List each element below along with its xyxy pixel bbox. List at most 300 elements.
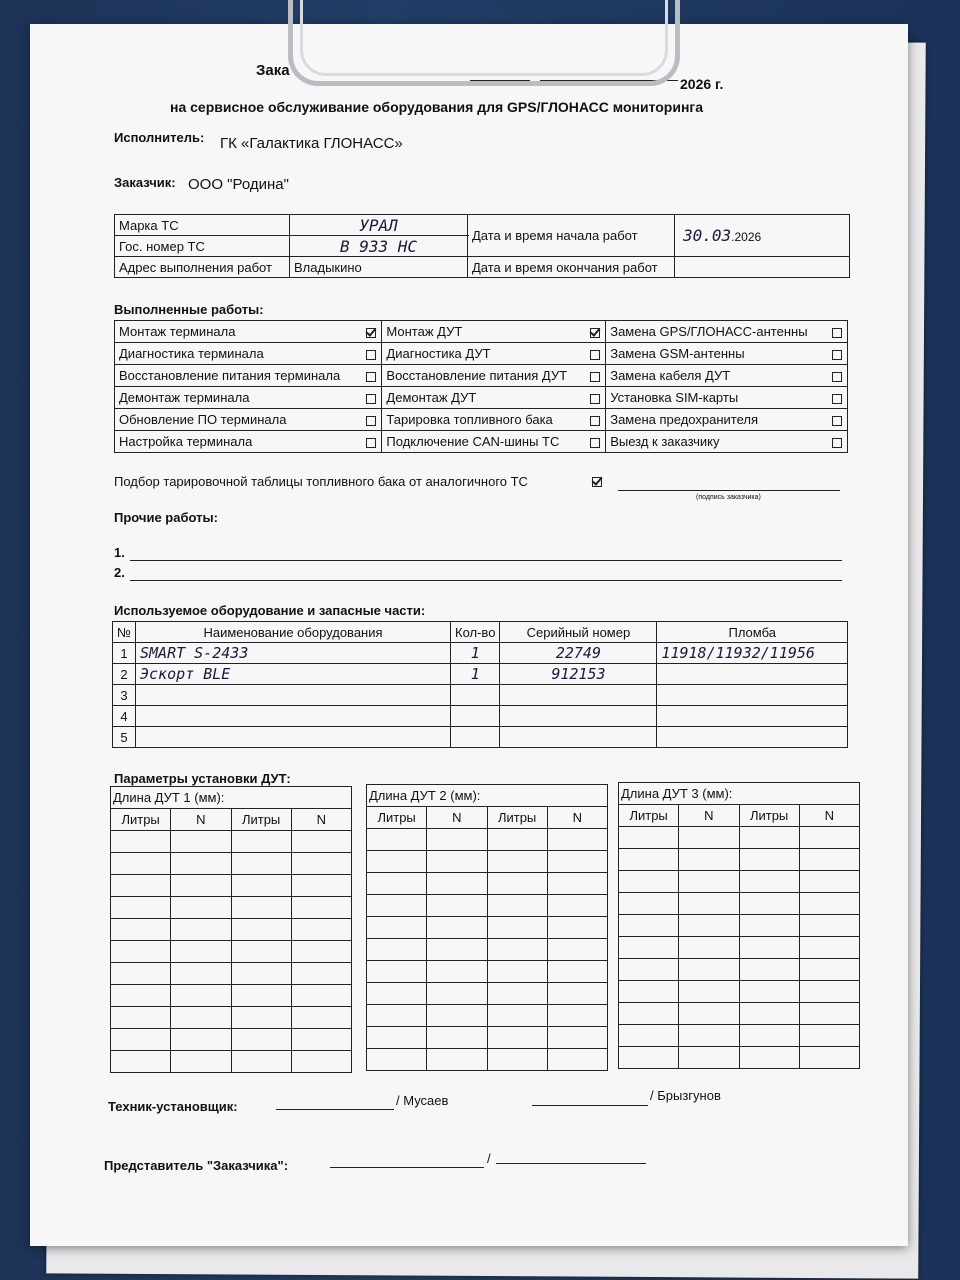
dut-cell[interactable] [427, 1005, 487, 1027]
eq-qty [451, 727, 500, 748]
dut-cell[interactable] [291, 941, 351, 963]
dut-cell[interactable] [799, 1003, 859, 1025]
eq-header-name: Наименование оборудования [136, 622, 451, 643]
work-label: Диагностика ДУТ [382, 343, 585, 365]
eq-name [136, 685, 451, 706]
customer-signature-line [618, 490, 840, 491]
dut-cell[interactable] [111, 831, 171, 853]
dut-row [111, 1007, 352, 1029]
eq-seal: 11918/11932/11956 [657, 643, 848, 664]
dut-cell[interactable] [291, 919, 351, 941]
work-label: Замена GPS/ГЛОНАСС-антенны [606, 321, 827, 343]
dut-cell[interactable] [799, 959, 859, 981]
dut-row [619, 1047, 860, 1069]
dut-cell[interactable] [619, 1047, 679, 1069]
work-checkbox-cell [361, 409, 382, 431]
dut-cell[interactable] [487, 873, 547, 895]
eq-serial: 912153 [500, 664, 657, 685]
equipment-title: Используемое оборудование и запасные части: [114, 603, 426, 618]
work-label: Замена кабеля ДУТ [606, 365, 827, 387]
technician-label: Техник-установщик: [108, 1099, 238, 1114]
eq-number: 1 [113, 643, 136, 664]
eq-header-number: № [113, 622, 136, 643]
eq-header-serial: Серийный номер [500, 622, 657, 643]
dut-cell[interactable] [111, 875, 171, 897]
dut-cell[interactable] [487, 961, 547, 983]
dut-cell[interactable] [619, 1025, 679, 1047]
work-label: Демонтаж ДУТ [382, 387, 585, 409]
work-checkbox[interactable] [590, 394, 600, 404]
dut-cell[interactable] [487, 1049, 547, 1071]
dut-row [619, 915, 860, 937]
dut-cell[interactable] [679, 827, 739, 849]
representative-separator: / [487, 1151, 491, 1166]
representative-line-2[interactable] [496, 1163, 646, 1164]
dut-cell[interactable] [547, 1027, 607, 1049]
dut-cell[interactable] [739, 871, 799, 893]
eq-header-seal: Пломба [657, 622, 848, 643]
dut-column-header: N [547, 807, 607, 829]
dut-cell[interactable] [231, 897, 291, 919]
dut-cell[interactable] [679, 849, 739, 871]
dut-cell[interactable] [679, 1047, 739, 1069]
dut-cell[interactable] [171, 897, 231, 919]
customer-label: Заказчик: [114, 175, 176, 190]
vehicle-table [114, 214, 850, 278]
equipment-row [113, 664, 848, 685]
plate-value: В 933 НС [290, 236, 468, 257]
works-row [115, 343, 848, 365]
dut-cell[interactable] [427, 829, 487, 851]
dut-cell[interactable] [427, 983, 487, 1005]
dut-cell[interactable] [367, 895, 427, 917]
dut-cell[interactable] [799, 981, 859, 1003]
dut-column-header: Литры [487, 807, 547, 829]
work-checkbox[interactable] [832, 350, 842, 360]
dut-cell[interactable] [487, 939, 547, 961]
dut-cell[interactable] [171, 919, 231, 941]
dut-cell[interactable] [799, 893, 859, 915]
work-checkbox[interactable] [832, 372, 842, 382]
dut-column-header: Литры [367, 807, 427, 829]
dut-cell[interactable] [739, 1047, 799, 1069]
dut-cell[interactable] [799, 1047, 859, 1069]
dut-cell[interactable] [111, 897, 171, 919]
dut-column-header: Литры [619, 805, 679, 827]
dut-cell[interactable] [367, 873, 427, 895]
dut-cell[interactable] [739, 1003, 799, 1025]
dut-cell[interactable] [619, 1003, 679, 1025]
plate-label: Гос. номер ТС [115, 236, 290, 257]
dut-cell[interactable] [291, 853, 351, 875]
dut-cell[interactable] [171, 1051, 231, 1073]
work-checkbox[interactable] [832, 394, 842, 404]
dut-row [619, 1025, 860, 1047]
work-label: Демонтаж терминала [115, 387, 362, 409]
dut-cell[interactable] [171, 963, 231, 985]
other-work-1-number: 1. [114, 545, 125, 560]
work-checkbox-cell [585, 365, 606, 387]
dut-cell[interactable] [111, 1007, 171, 1029]
dut-cell[interactable] [291, 1029, 351, 1051]
dut-cell[interactable] [427, 873, 487, 895]
work-checkbox-cell [585, 409, 606, 431]
dut-cell[interactable] [739, 849, 799, 871]
eq-number: 4 [113, 706, 136, 727]
work-checkbox[interactable] [366, 372, 376, 382]
work-label: Монтаж ДУТ [382, 321, 585, 343]
dut-cell[interactable] [679, 893, 739, 915]
dut-column-header: Литры [739, 805, 799, 827]
equipment-row [113, 643, 848, 664]
dut-cell[interactable] [367, 939, 427, 961]
dut-cell[interactable] [619, 871, 679, 893]
dut-cell[interactable] [171, 875, 231, 897]
dut-row [111, 1029, 352, 1051]
dut-cell[interactable] [547, 1005, 607, 1027]
dut-cell[interactable] [487, 851, 547, 873]
work-checkbox[interactable] [590, 416, 600, 426]
dut-cell[interactable] [171, 1029, 231, 1051]
dut-cell[interactable] [739, 827, 799, 849]
dut-row [619, 893, 860, 915]
work-checkbox[interactable] [366, 394, 376, 404]
dut-cell[interactable] [799, 915, 859, 937]
work-checkbox-cell [827, 387, 848, 409]
dut-table-title: Длина ДУТ 1 (мм): [111, 787, 352, 809]
dut-row [111, 963, 352, 985]
dut-cell[interactable] [739, 937, 799, 959]
dut-row [367, 1027, 608, 1049]
other-work-2-line[interactable] [130, 580, 842, 581]
dut-cell[interactable] [679, 915, 739, 937]
calibration-checkbox[interactable] [592, 477, 602, 487]
eq-name: SMART S-2433 [136, 643, 451, 664]
dut-cell[interactable] [799, 937, 859, 959]
representative-line-1[interactable] [330, 1167, 484, 1168]
dut-row [111, 985, 352, 1007]
technician-2-line[interactable] [532, 1105, 648, 1106]
dut-cell[interactable] [231, 985, 291, 1007]
dut-row [619, 959, 860, 981]
start-year: .2026 [731, 230, 762, 244]
dut-column-header: N [291, 809, 351, 831]
dut-cell[interactable] [231, 1029, 291, 1051]
eq-seal [657, 664, 848, 685]
dut-cell[interactable] [427, 1049, 487, 1071]
technician-2-name: / Брызгунов [650, 1088, 721, 1103]
dut-column-header: Литры [111, 809, 171, 831]
start-value: 30.03 [683, 226, 732, 245]
dut-cell[interactable] [619, 937, 679, 959]
dut-row [619, 937, 860, 959]
dut-cell[interactable] [799, 1025, 859, 1047]
dut-row [111, 897, 352, 919]
works-row [115, 431, 848, 453]
dut-cell[interactable] [111, 985, 171, 1007]
dut-row [367, 917, 608, 939]
work-checkbox[interactable] [366, 438, 376, 448]
work-label: Обновление ПО терминала [115, 409, 362, 431]
dut-cell[interactable] [231, 919, 291, 941]
dut-cell[interactable] [367, 1049, 427, 1071]
eq-qty: 1 [451, 643, 500, 664]
eq-qty [451, 685, 500, 706]
dut-cell[interactable] [231, 853, 291, 875]
dut-cell[interactable] [739, 915, 799, 937]
work-checkbox-cell [585, 321, 606, 343]
eq-number: 3 [113, 685, 136, 706]
dut-row [111, 1051, 352, 1073]
dut-row [367, 829, 608, 851]
dut-cell[interactable] [487, 1027, 547, 1049]
dut-cell[interactable] [679, 1025, 739, 1047]
work-checkbox[interactable] [590, 350, 600, 360]
work-checkbox-cell [361, 343, 382, 365]
technician-1-name: / Мусаев [396, 1093, 449, 1108]
eq-seal [657, 727, 848, 748]
equipment-row [113, 727, 848, 748]
dut-row [619, 1003, 860, 1025]
address-value: Владыкино [290, 257, 468, 278]
dut-cell[interactable] [367, 1027, 427, 1049]
dut-row [111, 941, 352, 963]
dut-cell[interactable] [547, 961, 607, 983]
dut-cell[interactable] [367, 983, 427, 1005]
work-checkbox-cell [827, 431, 848, 453]
work-checkbox[interactable] [366, 416, 376, 426]
work-checkbox[interactable] [832, 416, 842, 426]
dut-row [111, 831, 352, 853]
work-label: Диагностика терминала [115, 343, 362, 365]
dut-cell[interactable] [111, 1029, 171, 1051]
other-work-2-number: 2. [114, 565, 125, 580]
dut-cell[interactable] [427, 917, 487, 939]
work-checkbox-cell [827, 343, 848, 365]
work-checkbox-cell [361, 431, 382, 453]
dut-table-1 [110, 786, 352, 1073]
eq-serial [500, 706, 657, 727]
dut-cell[interactable] [367, 1005, 427, 1027]
dut-cell[interactable] [291, 1051, 351, 1073]
work-checkbox[interactable] [590, 438, 600, 448]
end-value [675, 257, 850, 278]
dut-cell[interactable] [231, 941, 291, 963]
work-label: Тарировка топливного бака [382, 409, 585, 431]
eq-seal [657, 706, 848, 727]
eq-qty: 1 [451, 664, 500, 685]
dut-cell[interactable] [619, 959, 679, 981]
title-year: 2026 г. [680, 76, 724, 92]
dut-table-title: Длина ДУТ 2 (мм): [367, 785, 608, 807]
work-label: Настройка терминала [115, 431, 362, 453]
dut-row [367, 939, 608, 961]
work-order-sheet [30, 24, 908, 1246]
dut-cell[interactable] [231, 1051, 291, 1073]
dut-cell[interactable] [367, 917, 427, 939]
dut-cell[interactable] [231, 831, 291, 853]
work-checkbox-cell [585, 387, 606, 409]
work-checkbox[interactable] [366, 350, 376, 360]
equipment-row [113, 706, 848, 727]
work-label: Замена GSM-антенны [606, 343, 827, 365]
page-subtitle: на сервисное обслуживание оборудования для GPS/ГЛОНАСС мониторинга [170, 99, 704, 115]
dut-cell[interactable] [739, 959, 799, 981]
representative-label: Представитель "Заказчика": [104, 1158, 289, 1173]
work-checkbox[interactable] [832, 438, 842, 448]
dut-row [111, 875, 352, 897]
dut-cell[interactable] [291, 831, 351, 853]
dut-cell[interactable] [547, 829, 607, 851]
dut-cell[interactable] [111, 1051, 171, 1073]
work-checkbox[interactable] [590, 372, 600, 382]
dut-cell[interactable] [291, 875, 351, 897]
start-label: Дата и время начала работ [468, 215, 675, 257]
works-title: Выполненные работы: [114, 302, 264, 317]
dut-table-title: Длина ДУТ 3 (мм): [619, 783, 860, 805]
end-label: Дата и время окончания работ [468, 257, 675, 278]
work-label: Монтаж терминала [115, 321, 362, 343]
calibration-label: Подбор тарировочной таблицы топливного бака от аналогичного ТС [114, 474, 528, 489]
work-checkbox-cell [585, 343, 606, 365]
dut-cell[interactable] [487, 829, 547, 851]
dut-cell[interactable] [291, 985, 351, 1007]
dut-row [619, 981, 860, 1003]
dut-cell[interactable] [679, 1003, 739, 1025]
dut-cell[interactable] [171, 1007, 231, 1029]
dut-row [619, 871, 860, 893]
dut-cell[interactable] [679, 981, 739, 1003]
dut-cell[interactable] [367, 851, 427, 873]
dut-cell[interactable] [291, 897, 351, 919]
dut-cell[interactable] [427, 895, 487, 917]
works-row [115, 409, 848, 431]
dut-cell[interactable] [111, 919, 171, 941]
dut-cell[interactable] [171, 853, 231, 875]
dut-cell[interactable] [111, 853, 171, 875]
work-checkbox[interactable] [590, 328, 600, 338]
eq-number: 2 [113, 664, 136, 685]
dut-cell[interactable] [799, 849, 859, 871]
dut-cell[interactable] [547, 895, 607, 917]
dut-row [367, 1005, 608, 1027]
eq-serial [500, 727, 657, 748]
dut-column-header: N [171, 809, 231, 831]
dut-cell[interactable] [619, 893, 679, 915]
dut-cell[interactable] [111, 941, 171, 963]
dut-cell[interactable] [487, 1005, 547, 1027]
works-table [114, 320, 848, 453]
work-label: Восстановление питания терминала [115, 365, 362, 387]
dut-cell[interactable] [547, 983, 607, 1005]
technician-1-line[interactable] [276, 1109, 394, 1110]
work-checkbox-cell [361, 321, 382, 343]
dut-cell[interactable] [619, 981, 679, 1003]
dut-cell[interactable] [231, 963, 291, 985]
dut-cell[interactable] [547, 873, 607, 895]
dut-cell[interactable] [231, 1007, 291, 1029]
eq-name [136, 706, 451, 727]
work-checkbox-cell [827, 365, 848, 387]
dut-cell[interactable] [547, 851, 607, 873]
dut-cell[interactable] [679, 959, 739, 981]
dut-row [619, 849, 860, 871]
dut-table-2 [366, 784, 608, 1071]
dut-cell[interactable] [739, 893, 799, 915]
dut-cell[interactable] [619, 849, 679, 871]
dut-cell[interactable] [427, 961, 487, 983]
dut-cell[interactable] [619, 827, 679, 849]
dut-cell[interactable] [739, 981, 799, 1003]
work-label: Установка SIM-карты [606, 387, 827, 409]
work-checkbox-cell [827, 409, 848, 431]
dut-title: Параметры установки ДУТ: [114, 771, 291, 786]
work-label: Замена предохранителя [606, 409, 827, 431]
dut-cell[interactable] [679, 871, 739, 893]
dut-row [367, 961, 608, 983]
eq-serial: 22749 [500, 643, 657, 664]
dut-cell[interactable] [679, 937, 739, 959]
work-checkbox[interactable] [832, 328, 842, 338]
customer-value: ООО "Родина" [188, 176, 289, 193]
dut-cell[interactable] [547, 939, 607, 961]
dut-cell[interactable] [619, 915, 679, 937]
dut-cell[interactable] [739, 1025, 799, 1047]
dut-cell[interactable] [367, 829, 427, 851]
dut-table-3 [618, 782, 860, 1069]
dut-cell[interactable] [799, 827, 859, 849]
eq-number: 5 [113, 727, 136, 748]
eq-seal [657, 685, 848, 706]
dut-cell[interactable] [547, 917, 607, 939]
work-checkbox[interactable] [366, 328, 376, 338]
dut-row [111, 919, 352, 941]
dut-cell[interactable] [171, 985, 231, 1007]
dut-column-header: Литры [231, 809, 291, 831]
work-label: Подключение CAN-шины ТС [382, 431, 585, 453]
dut-cell[interactable] [487, 895, 547, 917]
dut-row [367, 983, 608, 1005]
dut-row [367, 851, 608, 873]
dut-row [367, 895, 608, 917]
dut-row [367, 873, 608, 895]
address-label: Адрес выполнения работ [115, 257, 290, 278]
dut-cell[interactable] [547, 1049, 607, 1071]
dut-cell[interactable] [427, 851, 487, 873]
dut-cell[interactable] [427, 939, 487, 961]
dut-cell[interactable] [799, 871, 859, 893]
dut-cell[interactable] [427, 1027, 487, 1049]
work-label: Восстановление питания ДУТ [382, 365, 585, 387]
signature-caption: (подпись заказчика) [696, 494, 761, 501]
dut-cell[interactable] [487, 917, 547, 939]
dut-cell[interactable] [291, 963, 351, 985]
dut-row [111, 853, 352, 875]
work-label: Выезд к заказчику [606, 431, 827, 453]
eq-name [136, 727, 451, 748]
works-row [115, 365, 848, 387]
dut-cell[interactable] [367, 961, 427, 983]
eq-name: Эскорт BLE [136, 664, 451, 685]
dut-cell[interactable] [171, 831, 231, 853]
dut-cell[interactable] [487, 983, 547, 1005]
works-row [115, 387, 848, 409]
dut-cell[interactable] [231, 875, 291, 897]
other-work-1-line[interactable] [130, 560, 842, 561]
dut-cell[interactable] [291, 1007, 351, 1029]
dut-cell[interactable] [171, 941, 231, 963]
dut-cell[interactable] [111, 963, 171, 985]
